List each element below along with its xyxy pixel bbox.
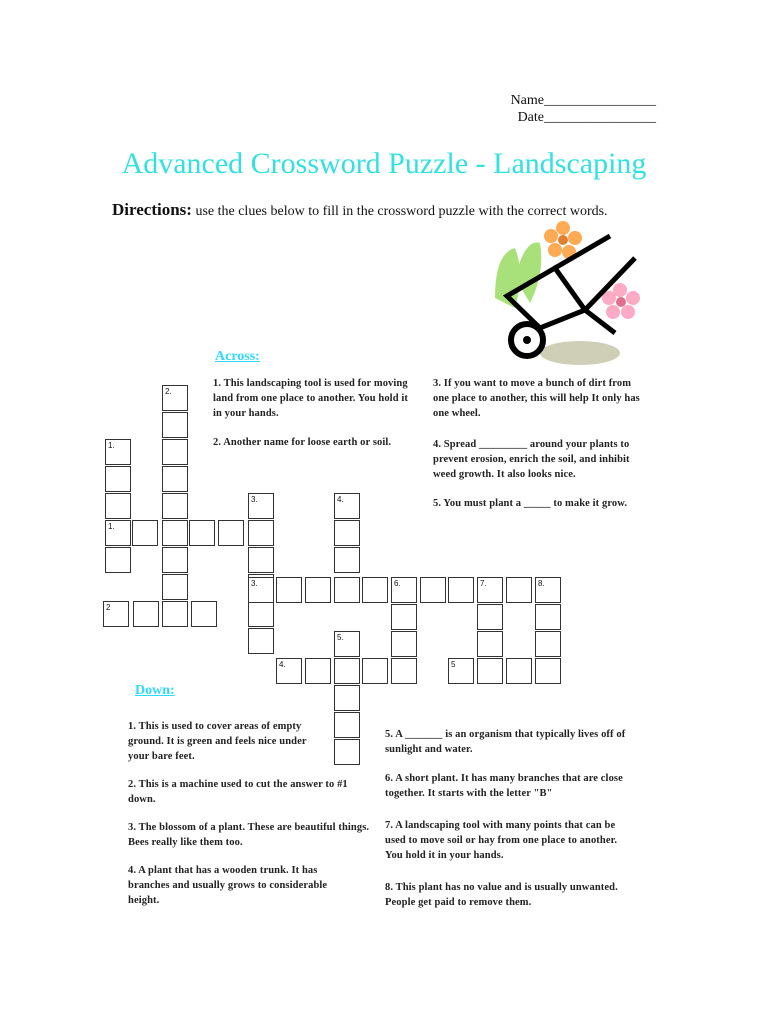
grid-cell[interactable] xyxy=(448,658,474,684)
grid-cell[interactable] xyxy=(162,520,188,546)
grid-cell[interactable] xyxy=(103,601,129,627)
cell-number: 3. xyxy=(251,495,258,504)
grid-cell[interactable] xyxy=(162,601,188,627)
grid-cell[interactable] xyxy=(132,520,158,546)
cell-number: 5. xyxy=(337,633,344,642)
grid-cell[interactable] xyxy=(391,577,417,603)
grid-cell[interactable] xyxy=(506,658,532,684)
down-clue-5: 5. A _______ is an organism that typically lives off of sunlight and water. xyxy=(385,729,626,755)
down-heading: Down: xyxy=(135,683,175,698)
page-title: Advanced Crossword Puzzle - Landscaping xyxy=(121,147,647,180)
grid-cell[interactable] xyxy=(162,466,188,492)
across-clue-1: 1. This landscaping tool is used for moving land from one place to another. You hold it in your hands. xyxy=(213,378,408,419)
across-heading: Across: xyxy=(215,349,260,364)
date-field: Date________________ xyxy=(517,110,656,125)
down-clue-3: 3. The blossom of a plant. These are beautiful things. Bees really like them too. xyxy=(128,822,370,848)
grid-cell[interactable] xyxy=(334,520,360,546)
grid-cell[interactable] xyxy=(105,520,131,546)
grid-cell[interactable] xyxy=(162,493,188,519)
cell-number: 1. xyxy=(108,441,115,450)
grid-cell[interactable] xyxy=(477,658,503,684)
grid-cell[interactable] xyxy=(334,658,360,684)
across-clue-4: 4. Spread _________ around your plants to prevent erosion, enrich the soil, and inhibit weed growth. It also looks nice. xyxy=(433,439,630,480)
grid-cell[interactable] xyxy=(305,577,331,603)
grid-cell[interactable] xyxy=(248,628,274,654)
grid-cell[interactable] xyxy=(477,631,503,657)
grid-cell[interactable] xyxy=(276,577,302,603)
grid-cell[interactable] xyxy=(248,520,274,546)
cell-number: 2. xyxy=(165,387,172,396)
grid-cell[interactable] xyxy=(334,685,360,711)
grid-cell[interactable] xyxy=(162,439,188,465)
directions xyxy=(112,200,712,220)
cell-number: 7. xyxy=(480,579,487,588)
grid-cell[interactable] xyxy=(334,493,360,519)
grid-cell[interactable] xyxy=(218,520,244,546)
grid-cell[interactable] xyxy=(334,739,360,765)
grid-cell[interactable] xyxy=(334,577,360,603)
grid-cell[interactable] xyxy=(105,466,131,492)
grid-cell[interactable] xyxy=(162,412,188,438)
cell-number: 4. xyxy=(279,660,286,669)
cell-number: 6. xyxy=(394,579,401,588)
grid-cell[interactable] xyxy=(535,658,561,684)
grid-cell[interactable] xyxy=(391,658,417,684)
down-clue-7: 7. A landscaping tool with many points that can be used to move soil or hay from one place to another. You hold it in your hands. xyxy=(385,820,618,861)
directions-text: use the clues below to fill in the crossword puzzle with the correct words. xyxy=(195,204,608,219)
grid-cell[interactable] xyxy=(105,439,131,465)
cell-number: 5 xyxy=(451,660,456,669)
grid-cell[interactable] xyxy=(276,658,302,684)
grid-cell[interactable] xyxy=(162,574,188,600)
down-clue-8: 8. This plant has no value and is usually unwanted. People get paid to remove them. xyxy=(385,882,618,908)
grid-cell[interactable] xyxy=(248,601,274,627)
grid-cell[interactable] xyxy=(191,601,217,627)
grid-cell[interactable] xyxy=(334,631,360,657)
down-clue-1: 1. This is used to cover areas of empty ground. It is green and feels nice under your bare feet. xyxy=(128,721,307,762)
grid-cell[interactable] xyxy=(391,604,417,630)
grid-cell[interactable] xyxy=(133,601,159,627)
down-clue-4: 4. A plant that has a wooden trunk. It has branches and usually grows to considerable height. xyxy=(128,865,328,906)
grid-cell[interactable] xyxy=(448,577,474,603)
grid-cell[interactable] xyxy=(362,577,388,603)
grid-cell[interactable] xyxy=(334,547,360,573)
cell-number: 1. xyxy=(108,522,115,531)
grid-cell[interactable] xyxy=(477,577,503,603)
wheelbarrow-clipart xyxy=(485,218,645,368)
grid-cell[interactable] xyxy=(162,547,188,573)
across-clue-3: 3. If you want to move a bunch of dirt from one place to another, this will help It only has one wheel. xyxy=(433,378,640,419)
grid-cell[interactable] xyxy=(506,577,532,603)
grid-cell[interactable] xyxy=(162,385,188,411)
cell-number: 4. xyxy=(337,495,344,504)
down-clue-6: 6. A short plant. It has many branches that are close together. It starts with the letter "B" xyxy=(385,773,623,799)
across-clue-5: 5. You must plant a _____ to make it grow. xyxy=(433,498,628,509)
directions-label: Directions: xyxy=(112,200,192,219)
grid-cell[interactable] xyxy=(105,493,131,519)
grid-cell[interactable] xyxy=(334,712,360,738)
name-field: Name________________ xyxy=(510,93,656,108)
cell-number: 3. xyxy=(251,579,258,588)
grid-cell[interactable] xyxy=(305,658,331,684)
grid-cell[interactable] xyxy=(535,604,561,630)
grid-cell[interactable] xyxy=(248,493,274,519)
grid-cell[interactable] xyxy=(105,547,131,573)
cell-number: 8. xyxy=(538,579,545,588)
grid-cell[interactable] xyxy=(535,631,561,657)
across-clue-2: 2. Another name for loose earth or soil. xyxy=(213,437,392,448)
grid-cell[interactable] xyxy=(477,604,503,630)
grid-cell[interactable] xyxy=(248,577,274,603)
grid-cell[interactable] xyxy=(248,547,274,573)
grid-cell[interactable] xyxy=(535,577,561,603)
grid-cell[interactable] xyxy=(362,658,388,684)
grid-cell[interactable] xyxy=(189,520,215,546)
grid-cell[interactable] xyxy=(420,577,446,603)
grid-cell[interactable] xyxy=(391,631,417,657)
cell-number: 2 xyxy=(106,603,111,612)
down-clue-2: 2. This is a machine used to cut the answer to #1 down. xyxy=(128,779,348,805)
